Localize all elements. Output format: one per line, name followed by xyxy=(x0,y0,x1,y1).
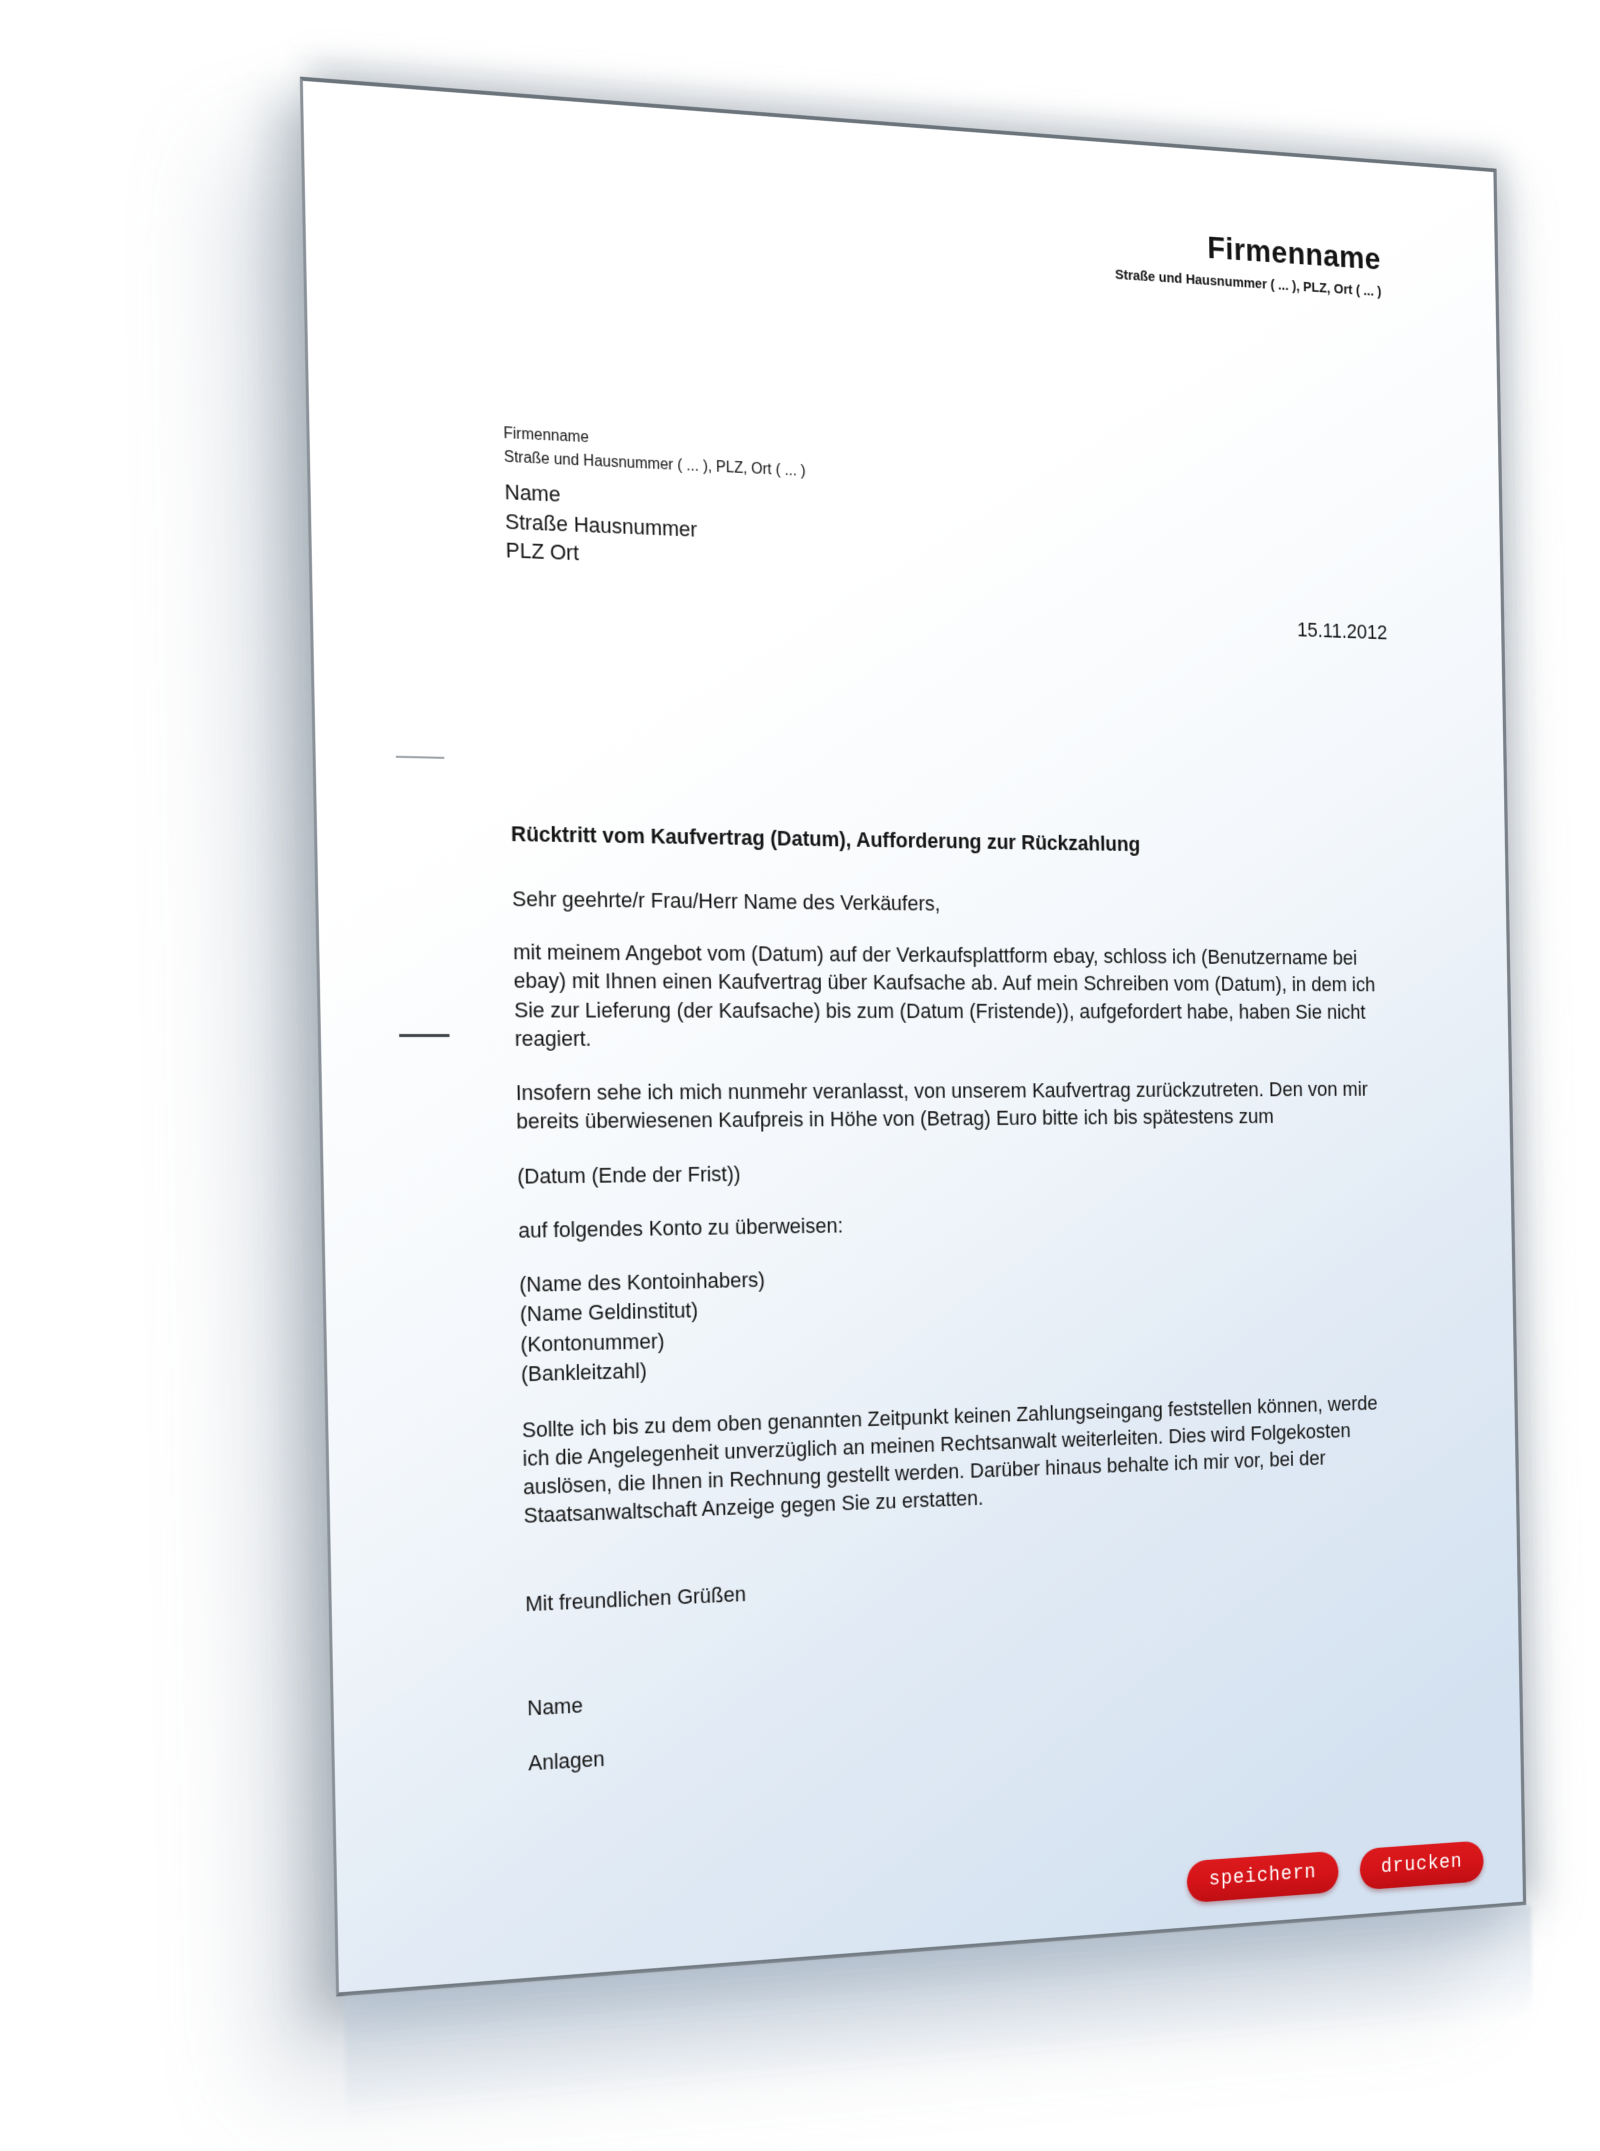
bank-account-number: (Kontonummer) xyxy=(520,1328,665,1357)
paragraph-5: Sollte ich bis zu dem oben genannten Zeitpunkt keinen Zahlungseingang feststellen können, werde ich die Angelegenheit unverzüglich an meinen Rechtsanwalt weiterleiten. Dies wird Folgekosten auslösen, die Ihnen in Rechnung gestellt werden. Darüber hinaus behalte ich mir vor, bei der Staatsanwaltschaft Anzeige gegen Sie zu erstatten. xyxy=(521,1390,1378,1529)
subject-line: Rücktritt vom Kaufvertrag (Datum), Aufforderung zur Rückzahlung xyxy=(510,821,1141,856)
recipient-city: PLZ Ort xyxy=(505,538,580,566)
paragraph-3: (Datum (Ende der Frist)) xyxy=(517,1161,741,1189)
tilted-page-wrapper xyxy=(300,77,1526,1997)
letterhead-company: Firmenname xyxy=(1207,229,1382,277)
bank-institute: (Name Geldinstitut) xyxy=(519,1298,699,1327)
bank-account-holder: (Name des Kontoinhabers) xyxy=(519,1267,766,1297)
recipient-street: Straße Hausnummer xyxy=(504,508,698,542)
print-button[interactable]: drucken xyxy=(1359,1840,1484,1890)
bank-details-block xyxy=(519,1254,1400,1390)
letter-page xyxy=(300,77,1526,1997)
save-button[interactable]: speichern xyxy=(1186,1851,1338,1904)
recipient-name: Name xyxy=(504,479,561,507)
enclosures-label: Anlagen xyxy=(528,1745,605,1775)
salutation: Sehr geehrte/r Frau/Herr Name des Verkäufers, xyxy=(511,886,941,916)
letterhead xyxy=(499,181,1382,300)
signature-name: Name xyxy=(526,1692,584,1720)
closing-phrase: Mit freundlichen Grüßen xyxy=(525,1581,747,1616)
paragraph-1: mit meinem Angebot vom (Datum) auf der Verkaufsplattform ebay, schloss ich (Benutzername bei ebay) mit Ihnen einen Kaufvertrag über Kaufsache ab. Auf mein Schreiben vom (Datum), in dem ich Sie zur Lieferung (der Kaufsache) bis zum (Datum (Fristende)), aufgefordert habe, haben Sie nicht reagiert. xyxy=(512,939,1376,1051)
letterhead-address: Straße und Hausnummer ( ... ), PLZ, Ort ( ... ) xyxy=(1114,266,1382,300)
sender-line-1: Firmenname xyxy=(503,425,589,447)
paragraph-4: auf folgendes Konto zu überweisen: xyxy=(518,1213,844,1243)
letter-date: 15.11.2012 xyxy=(1297,617,1388,644)
bank-code: (Bankleitzahl) xyxy=(520,1358,647,1387)
sender-line-2: Straße und Hausnummer ( ... ), PLZ, Ort ( ... ) xyxy=(503,448,806,480)
letter-content xyxy=(303,81,1523,1993)
paragraph-2: Insofern sehe ich mich nunmehr veranlasst, von unserem Kaufvertrag zurückzutreten. Den von mir bereits überwiesenen Kaufpreis in Höhe von (Betrag) Euro bitte ich bis spätestens zum xyxy=(515,1077,1369,1134)
